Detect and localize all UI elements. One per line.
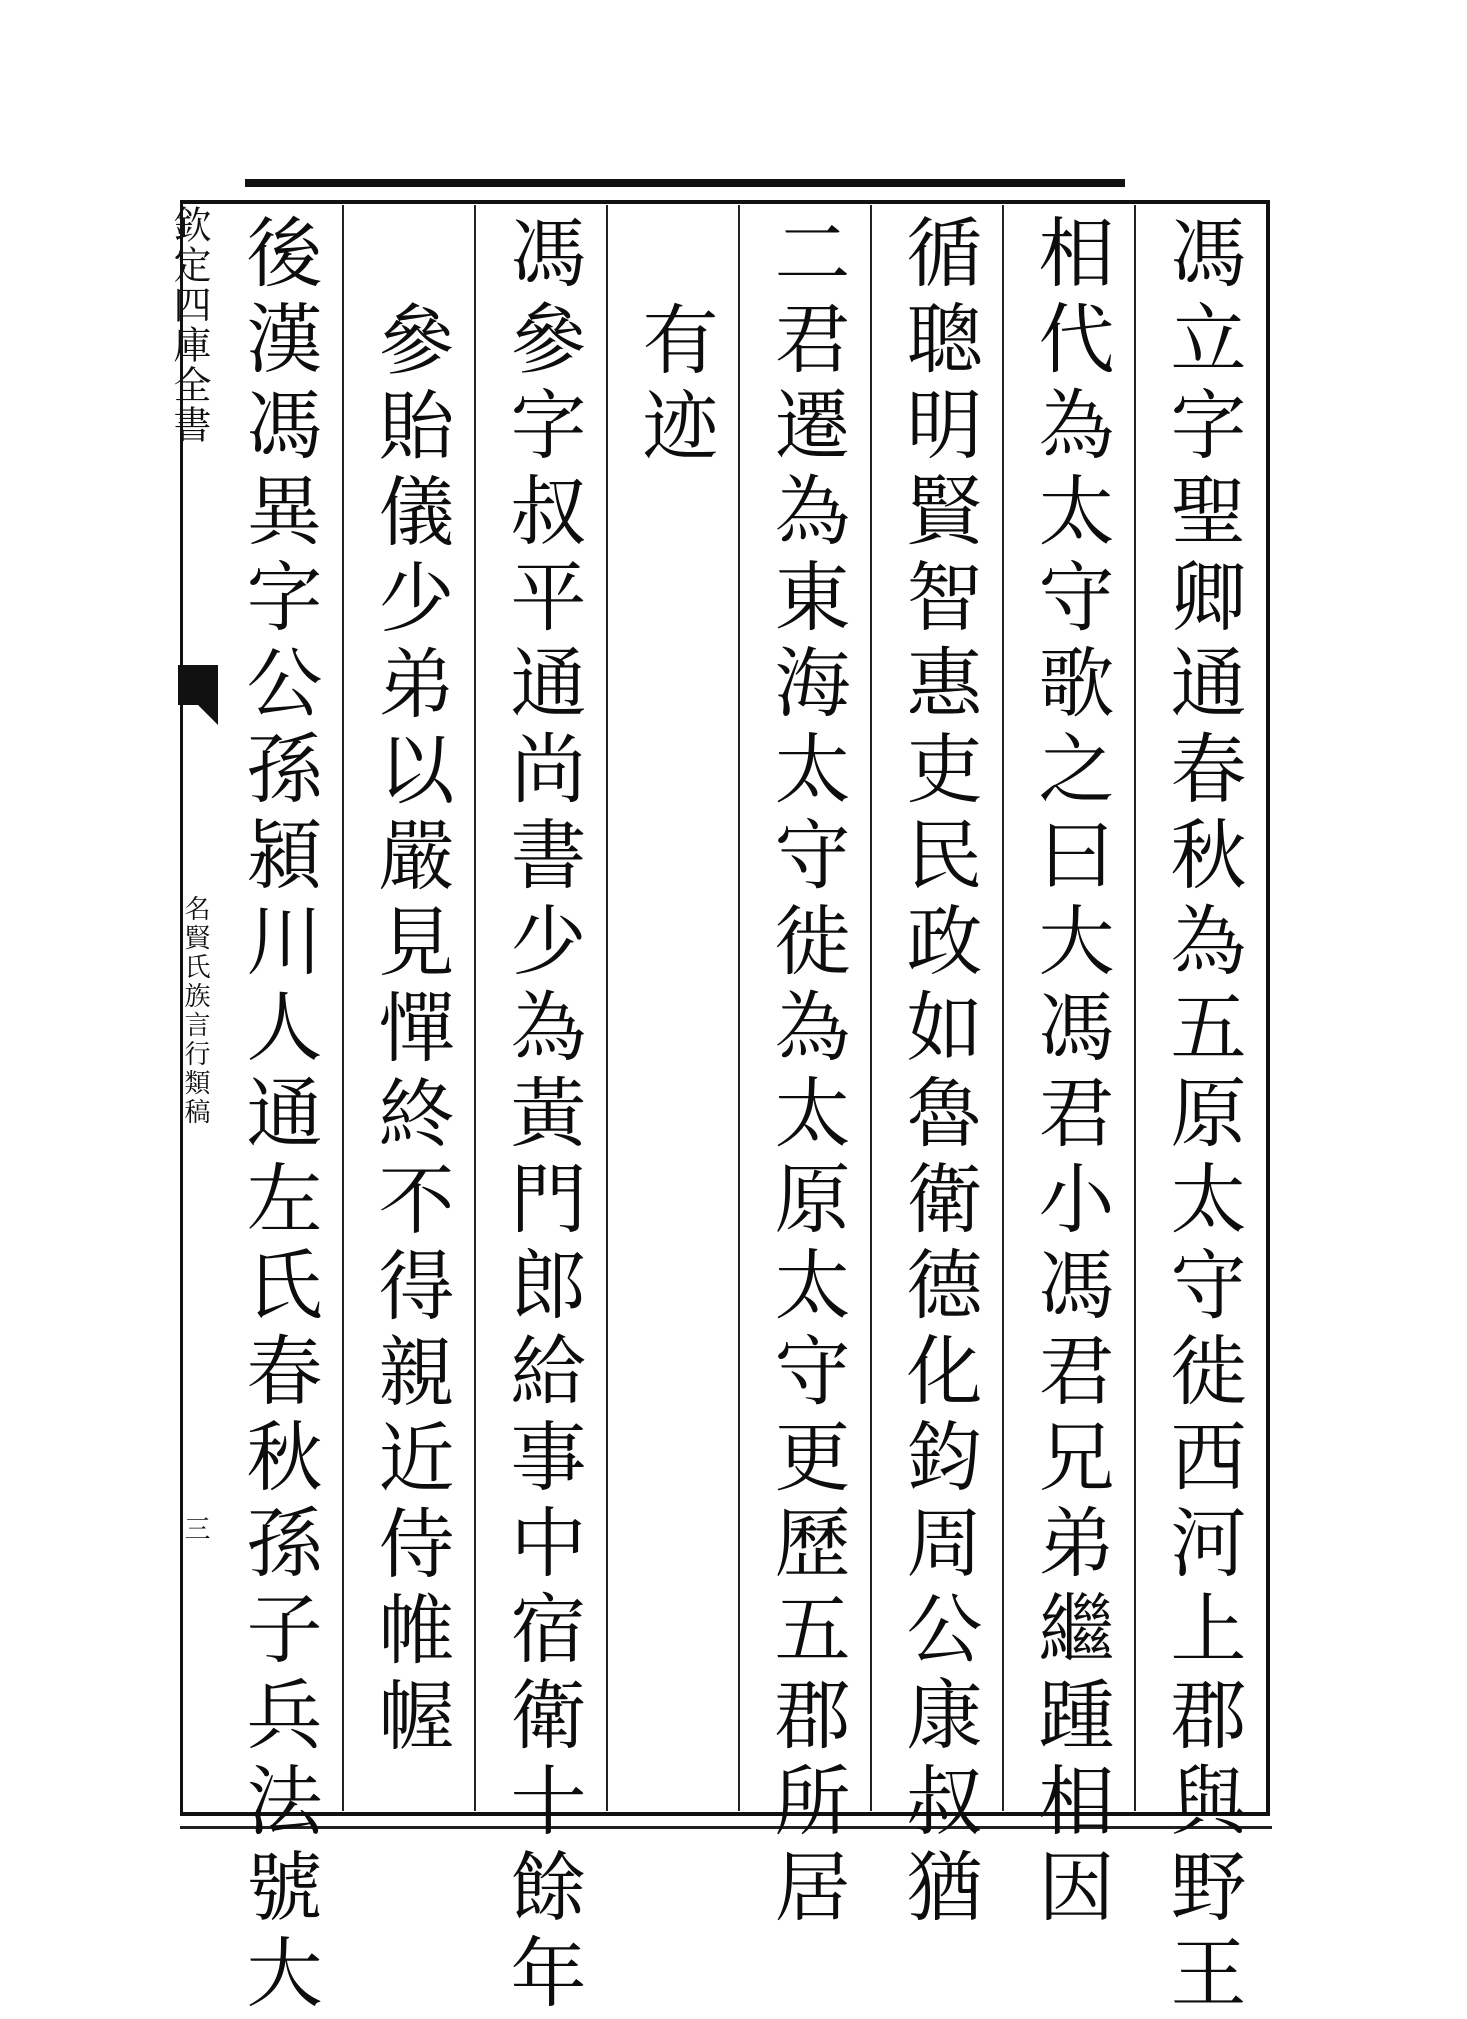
column-divider [474, 205, 476, 1811]
top-rule [245, 179, 1125, 187]
text-column-3: 循聰明賢智惠吏民政如魯衛德化鈞周公康叔猶 [894, 213, 983, 1933]
fishtail-mark [178, 665, 218, 725]
column-divider [870, 205, 872, 1811]
text-column-8: 後漢馮異字公孫潁川人通左氏春秋孫子兵法號大 [234, 213, 323, 2019]
column-divider [342, 205, 344, 1811]
column-divider [606, 205, 608, 1811]
text-column-5: 有迹 [630, 300, 719, 472]
text-column-7: 參貽儀少弟以嚴見憚終不得親近侍帷幄 [366, 300, 455, 1762]
margin-page-number: 三 [180, 1515, 210, 1541]
margin-section-title: 名賢氏族言行類稿 [180, 895, 210, 1127]
column-divider [1002, 205, 1004, 1811]
margin-book-title: 欽定四庫全書 [167, 205, 211, 445]
column-divider [1134, 205, 1136, 1811]
text-column-2: 相代為太守歌之曰大馮君小馮君兄弟繼踵相因 [1026, 213, 1115, 1933]
text-column-1: 馮立字聖卿通春秋為五原太守徙西河上郡與野王 [1158, 213, 1247, 2019]
column-divider [738, 205, 740, 1811]
text-column-6: 馮參字叔平通尚書少為黃門郎給事中宿衛十餘年 [498, 213, 587, 2019]
text-column-4: 二君遷為東海太守徙為太原太守更歷五郡所居 [762, 213, 851, 1933]
